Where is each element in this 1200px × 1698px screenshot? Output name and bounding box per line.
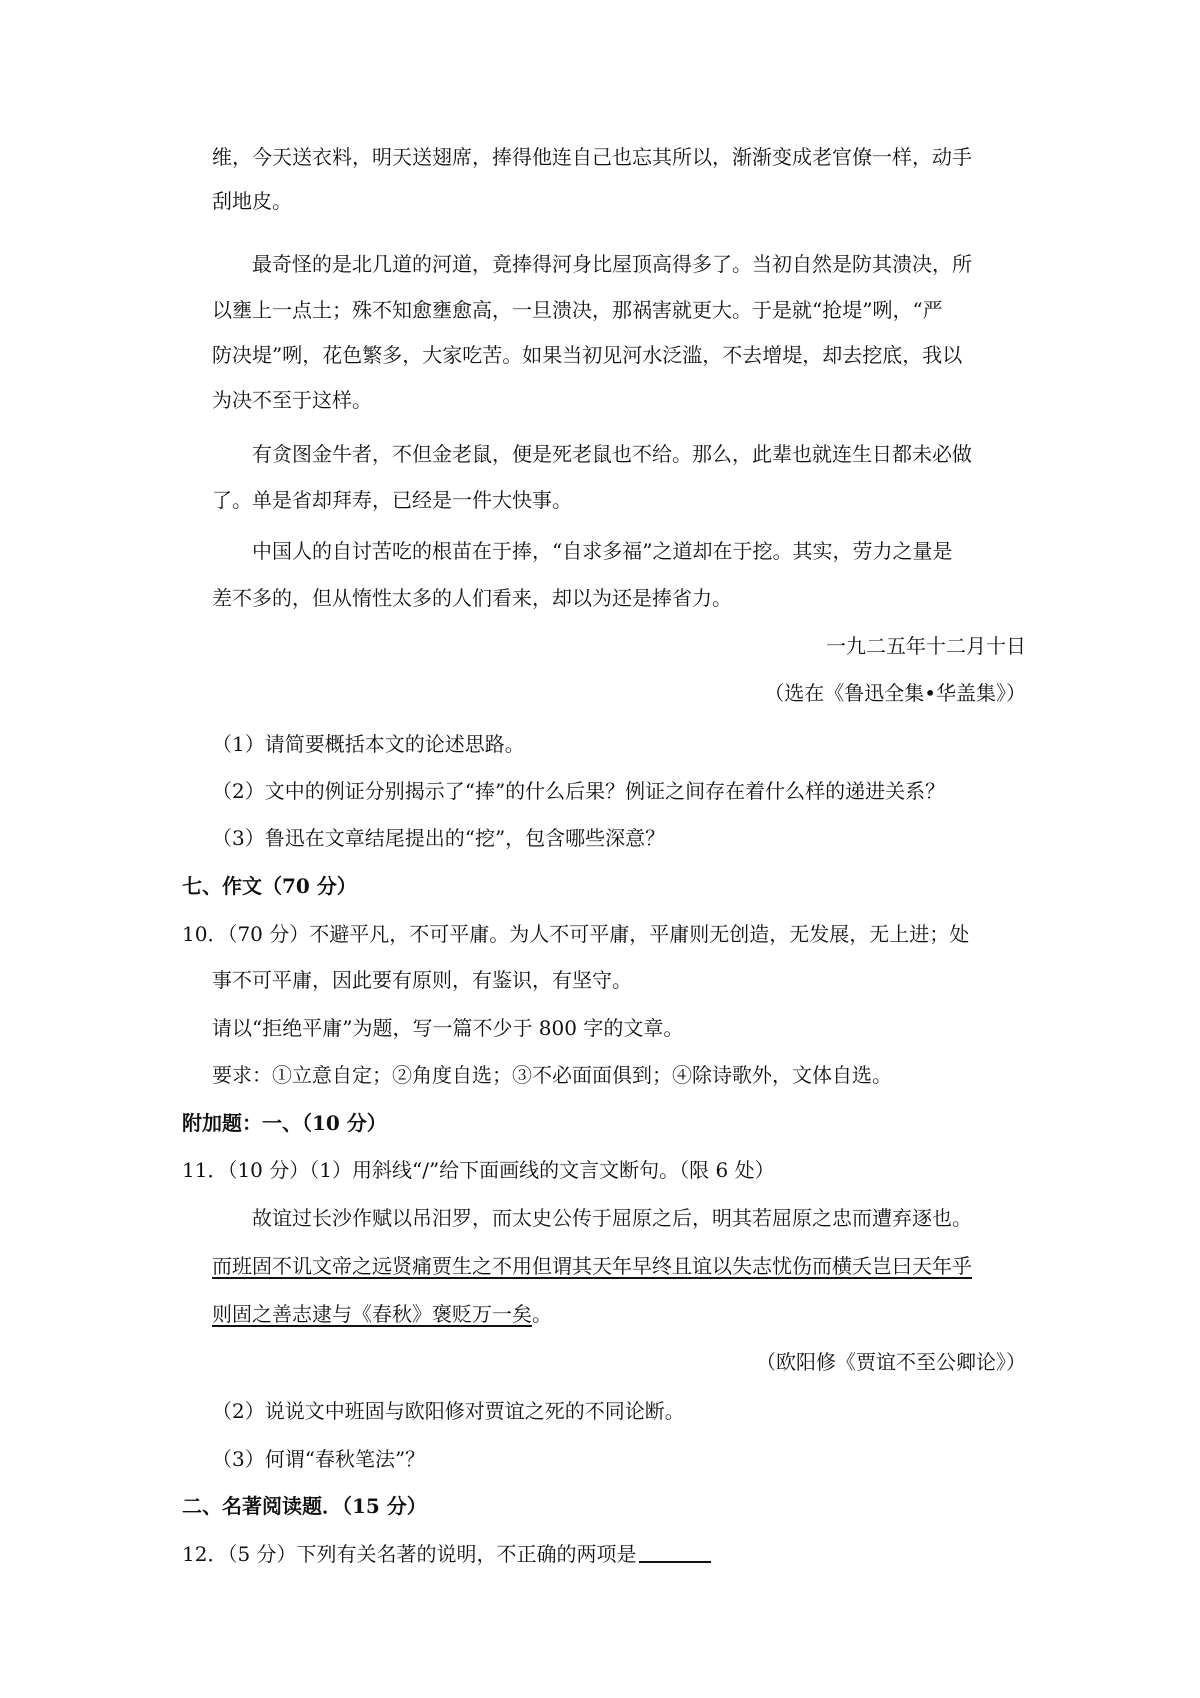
essay-prompt: 请以“拒绝平庸”为题，写一篇不少于 800 字的文章。 [212, 1016, 684, 1040]
question-12-text: 12．（5 分）下列有关名著的说明，不正确的两项是 [182, 1542, 637, 1566]
passage-line: 防决堤”咧，花色繁多，大家吃苦。如果当初见河水泛滥，不去增堤，却去挖底，我以 [212, 343, 963, 367]
classical-text-line-end [212, 1300, 552, 1328]
section-heading-classics: 二、名著阅读题．（15 分） [182, 1494, 427, 1518]
question-item: （1）请简要概括本文的论述思路。 [212, 732, 525, 756]
passage-line: 了。单是省却拜寿，已经是一件大快事。 [212, 488, 572, 512]
passage-source: （选在《鲁迅全集•华盖集》） [764, 681, 1026, 705]
classical-period: 。 [532, 1302, 552, 1326]
classical-text-underlined: 而班固不讥文帝之远贤痛贾生之不用但谓其天年早终且谊以失志忧伤而横夭岂曰天年乎 [212, 1254, 972, 1278]
question-11-sub: （2）说说文中班固与欧阳修对贾谊之死的不同论断。 [212, 1399, 685, 1423]
question-11-sub: （3）何谓“春秋笔法”？ [212, 1447, 426, 1471]
question-10-line: 10．（70 分）不避平凡，不可平庸。为人不可平庸，平庸则无创造，无发展，无上进；处 [182, 922, 970, 946]
passage-line: 中国人的自讨苦吃的根苗在于捧，“自求多福”之道却在于挖。其实，劳力之量是 [252, 539, 953, 563]
question-11-title: 11．（10 分）（1）用斜线“/”给下面画线的文言文断句。（限 6 处） [182, 1158, 775, 1182]
passage-line: 为决不至于这样。 [212, 388, 372, 412]
question-12-line [182, 1540, 711, 1568]
classical-source: （欧阳修《贾谊不至公卿论》） [756, 1350, 1026, 1374]
question-item: （2）文中的例证分别揭示了“捧”的什么后果？例证之间存在着什么样的递进关系？ [212, 779, 946, 803]
passage-line: 有贪图金牛者，不但金老鼠，便是死老鼠也不给。那么，此辈也就连生日都未必做 [252, 442, 972, 466]
passage-line: 差不多的，但从惰性太多的人们看来，却以为还是捧省力。 [212, 586, 732, 610]
passage-line: 最奇怪的是北几道的河道，竟捧得河身比屋顶高得多了。当初自然是防其溃决，所 [252, 252, 972, 276]
section-heading-extra: 附加题：一、（10 分） [182, 1111, 387, 1135]
passage-line: 以壅上一点土；殊不知愈壅愈高，一旦溃决，那祸害就更大。于是就“抢堤”咧，“严 [212, 298, 943, 322]
question-10-line: 事不可平庸，因此要有原则，有鉴识，有坚守。 [212, 968, 632, 992]
passage-date: 一九二五年十二月十日 [826, 634, 1026, 658]
question-item: （3）鲁迅在文章结尾提出的“挖”，包含哪些深意？ [212, 826, 666, 850]
classical-text-underlined: 则固之善志逮与《春秋》褒贬万一矣 [212, 1302, 532, 1326]
essay-requirements: 要求：①立意自定；②角度自选；③不必面面俱到；④除诗歌外，文体自选。 [212, 1063, 892, 1087]
answer-blank[interactable] [639, 1541, 711, 1563]
passage-line: 刮地皮。 [212, 189, 292, 213]
passage-line: 维，今天送衣料，明天送翅席，捧得他连自己也忘其所以，渐渐变成老官僚一样，动手 [212, 145, 972, 169]
classical-text-line: 故谊过长沙作赋以吊汨罗，而太史公传于屈原之后，明其若屈原之忠而遭弃逐也。 [252, 1206, 972, 1230]
section-heading-essay: 七、作文（70 分） [182, 874, 357, 898]
